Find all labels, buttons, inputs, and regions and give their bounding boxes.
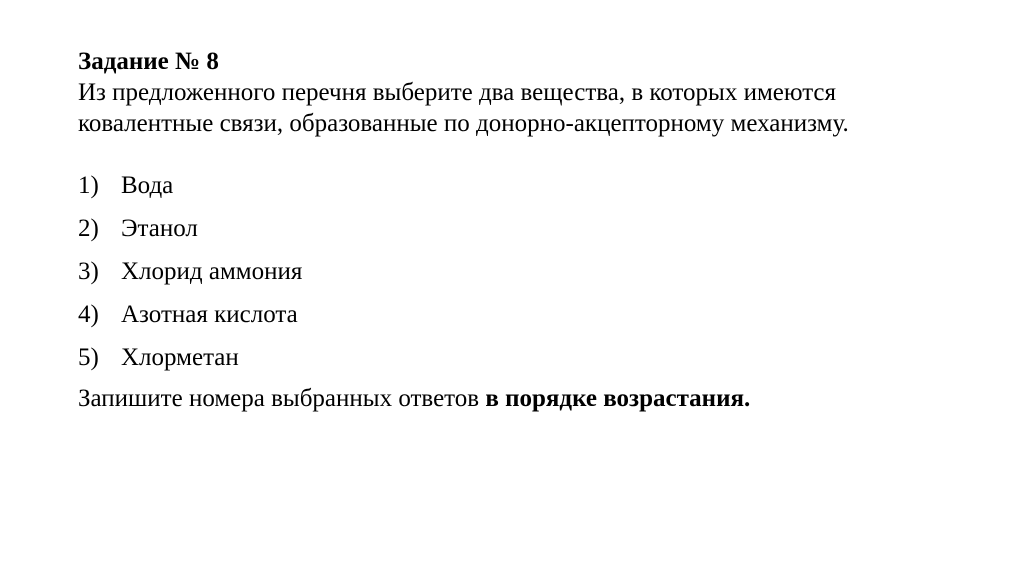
option-number: 3): [78, 258, 99, 285]
instruction-text: Запишите номера выбранных ответов: [78, 385, 486, 412]
answer-option: [78, 256, 978, 299]
answer-options-list: [78, 170, 978, 385]
task-content: [78, 46, 978, 414]
task-instruction: [78, 383, 978, 414]
option-text: Вода: [121, 172, 174, 199]
answer-option: [78, 342, 978, 385]
option-text: Хлорметан: [121, 344, 239, 371]
answer-option: [78, 213, 978, 256]
instruction-emphasis: в порядке возрастания.: [485, 385, 751, 412]
answer-option: [78, 299, 978, 342]
answer-option: [78, 170, 978, 213]
option-text: Азотная кислота: [121, 301, 298, 328]
option-number: 4): [78, 301, 99, 328]
task-question: Из предложенного перечня выберите два вещества, в которых имеются ковалентные связи, образованные по донорно-акцепторному механизму.: [78, 79, 849, 137]
option-text: Этанол: [121, 215, 198, 242]
option-number: 5): [78, 344, 99, 371]
option-number: 2): [78, 215, 99, 242]
option-text: Хлорид аммония: [121, 258, 303, 285]
task-title: Задание № 8: [78, 48, 219, 75]
option-number: 1): [78, 172, 99, 199]
